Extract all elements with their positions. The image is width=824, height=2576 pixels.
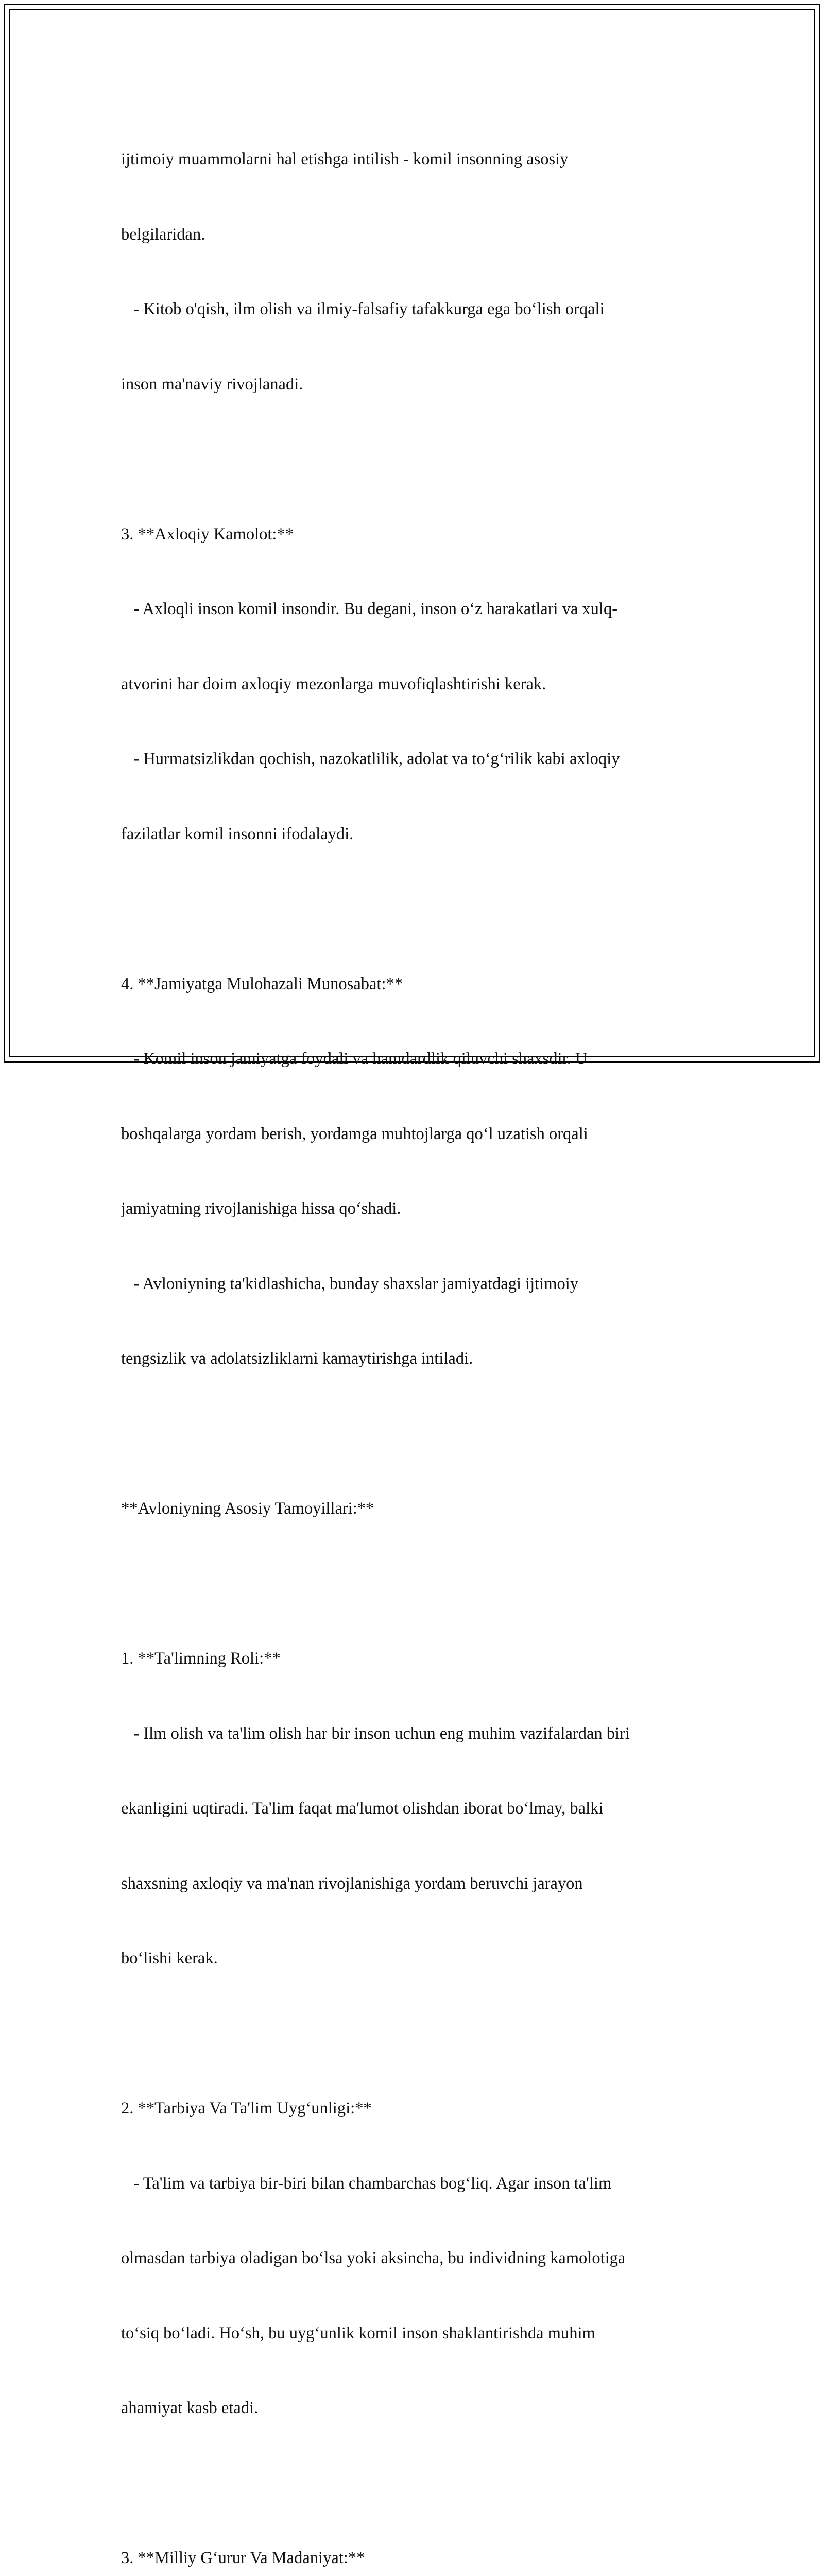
text-line: ekanligini uqtiradi. Ta'lim faqat ma'lumot olishdan iborat bo‘lmay, balki [121,1799,604,1818]
blank-line [121,1421,708,1447]
text-line: ahamiyat kasb etadi. [121,2399,259,2417]
text-line: - Avloniyning ta'kidlashicha, bunday shaxslar jamiyatdagi ijtimoiy [121,1274,579,1293]
text-line: boshqalarga yordam berish, yordamga muhtojlarga qo‘l uzatish orqali [121,1124,588,1143]
section-heading: 3. **Axloqiy Kamolot:** [121,524,294,544]
section-heading: 1. **Ta'limning Roli:** [121,1649,281,1668]
text-line: inson ma'naviy rivojlanadi. [121,375,303,394]
text-line: - Ilm olish va ta'lim olish har bir inson uchun eng muhim vazifalardan biri [121,1724,630,1743]
text-line: to‘siq bo‘ladi. Ho‘sh, bu uyg‘unlik komil inson shaklantirishda muhim [121,2324,595,2343]
blank-line [121,2471,708,2496]
text-line: jamiyatning rivojlanishiga hissa qo‘shadi. [121,1199,401,1218]
blank-line [121,1571,708,1597]
section-heading: 2. **Tarbiya Va Ta'lim Uyg‘unligi:** [121,2099,372,2117]
text-line: - Ta'lim va tarbiya bir-biri bilan chambarchas bog‘liq. Agar inson ta'lim [121,2174,612,2193]
section-heading: 3. **Milliy G‘urur Va Madaniyat:** [121,2549,365,2567]
text-line: belgilaridan. [121,225,205,244]
text-line: - Hurmatsizlikdan qochish, nazokatlilik, adolat va to‘g‘rilik kabi axloqiy [121,750,620,768]
text-line: fazilatlar komil insonni ifodalaydi. [121,824,354,843]
text-line: - Kitob o'qish, ilm olish va ilmiy-falsafiy tafakkurga ega bo‘lish orqali [121,300,605,318]
section-title: **Avloniyning Asosiy Tamoyillari:** [121,1499,374,1518]
document-body [121,97,708,2576]
text-line: ijtimoiy muammolarni hal etishga intilish - komil insonning asosiy [121,150,569,168]
blank-line [121,2021,708,2046]
blank-line [121,447,708,472]
text-line: shaxsning axloqiy va ma'nan rivojlanishiga yordam beruvchi jarayon [121,1874,583,1893]
blank-line [121,896,708,922]
text-line: tengsizlik va adolatsizliklarni kamaytirishga intiladi. [121,1349,473,1368]
text-line: - Axloqli inson komil insondir. Bu degani, inson o‘z harakatlari va xulq- [121,600,618,618]
text-line: olmasdan tarbiya oladigan bo‘lsa yoki aksincha, bu individning kamolotiga [121,2249,626,2267]
text-line: bo‘lishi kerak. [121,1949,218,1968]
text-line: - Komil inson jamiyatga foydali va hamdardlik qiluvchi shaxsdir. U [121,1049,588,1068]
text-line: atvorini har doim axloqiy mezonlarga muvofiqlashtirishi kerak. [121,674,546,693]
section-heading: 4. **Jamiyatga Mulohazali Munosabat:** [121,974,403,993]
